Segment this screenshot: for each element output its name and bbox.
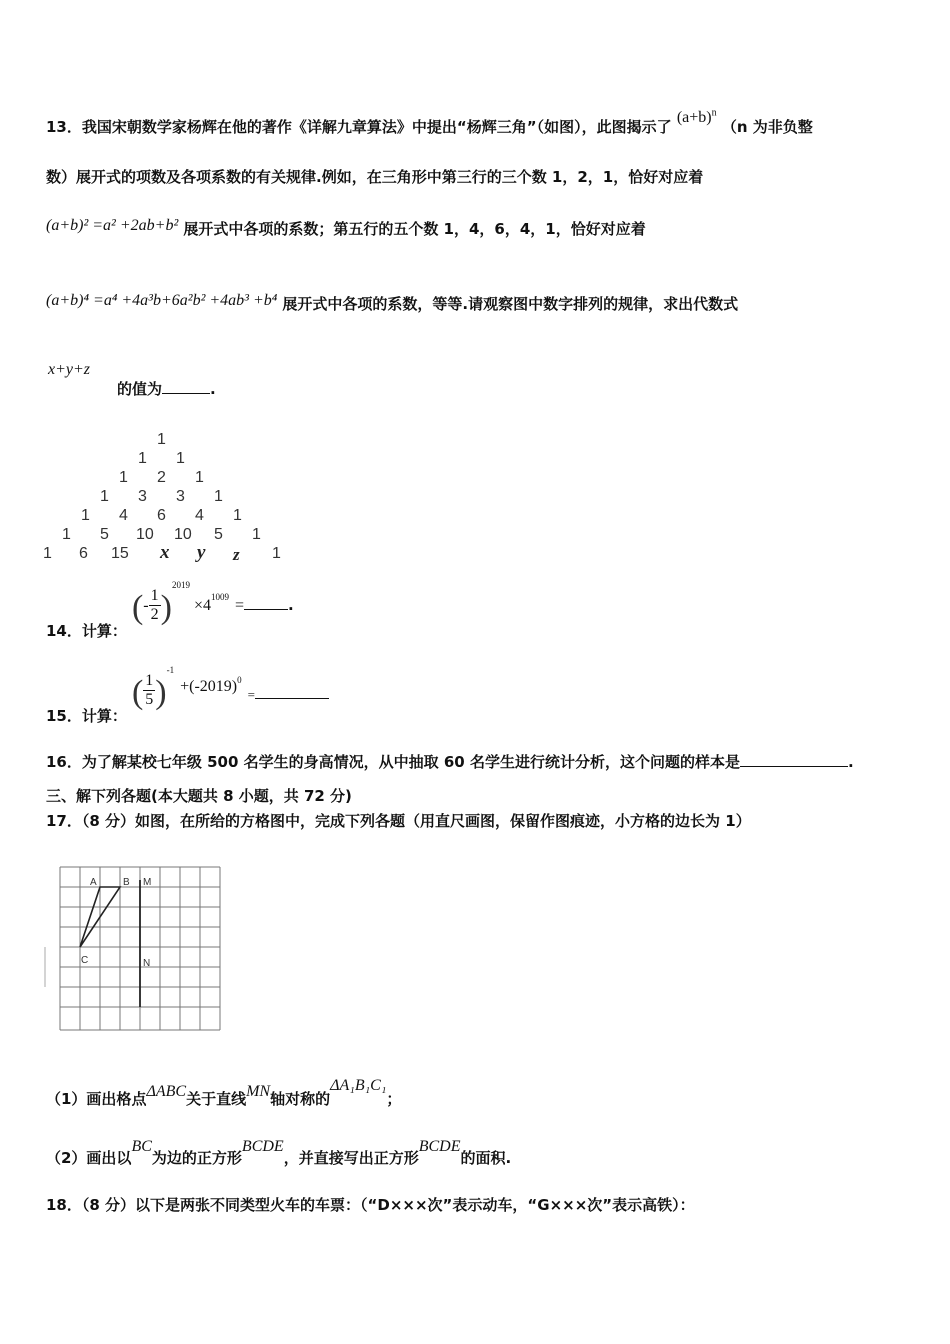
tri-r4-3: 3 [176,488,185,505]
q16 [46,751,854,772]
q17-p1-mid: 关于直线 [186,1090,247,1108]
label-n: N [143,958,151,969]
q14-den: 2 [150,606,159,623]
q17-p1-line: MN [246,1083,271,1100]
q15-den: 5 [145,691,154,708]
q17-p2-mid: 为边的正方形 [151,1149,242,1167]
tri-r5-3: 6 [157,507,166,524]
q13-answer-blank[interactable] [162,393,210,394]
q13-expr: x+y+z [48,361,91,378]
label-a: A [90,877,97,888]
tri-r5-1: 1 [81,507,90,524]
q17-p2-sq2: BCDE [418,1138,461,1155]
q13-line1-suffix: （n 为非负整 [721,118,813,136]
q16-text: 16．为了解某校七年级 500 名学生的身高情况，从中抽取 60 名学生进行统计分析，这个问题的样本是 [46,753,740,771]
q17-p2-mid2: ，并直接写出正方形 [283,1149,419,1167]
q14-answer-blank[interactable] [244,609,288,610]
q14 [46,580,294,640]
q15-plus: +(-2019) [180,678,238,695]
q13-line1-prefix: 13．我国宋朝数学家杨辉在他的著作《详解九章算法》中提出“杨辉三角”（如图），此图揭示了 [46,118,672,136]
q13-eq2: (a+b)⁴ =a⁴ +4a³b+6a²b² +4ab³ +b⁴ [46,292,278,309]
tri-r7-2: 6 [79,545,88,562]
q13-line4-suffix: 展开式中各项的系数，等等.请观察图中数字排列的规律，求出代数式 [282,295,739,313]
q17-p1-end: ； [386,1090,402,1108]
q17-p1-mid2: 轴对称的 [270,1090,331,1108]
tri-var-x: x [160,542,170,563]
tri-r5-5: 1 [233,507,242,524]
q15-fraction [143,672,155,709]
label-b: B [123,877,130,888]
label-m: M [143,877,152,888]
q13-binom-exp: n [711,107,717,119]
q14-exp2: 1009 [210,592,229,602]
q18-text: 18．（8 分）以下是两张不同类型火车的车票：（“D×××次”表示动车，“G×××次”表示高铁）： [46,1196,695,1214]
tri-r6-2: 5 [100,526,109,543]
tri-r3-2: 2 [157,469,166,486]
q13-line1 [46,107,813,137]
q17-part2 [46,1138,512,1168]
q15-num: 1 [145,672,154,689]
q15-label: 15．计算： [46,707,127,725]
q13-line5-text: 的值为 [117,380,163,398]
q15-answer-blank[interactable] [255,698,329,699]
tri-r5-2: 4 [119,507,128,524]
tri-r3-3: 1 [195,469,204,486]
tri-r7-7: 1 [272,545,281,562]
q17-p2-prefix: （2）画出以 [46,1149,132,1167]
q17-p1-prefix: （1）画出格点 [46,1090,147,1108]
tri-r5-4: 4 [195,507,204,524]
q17-p2-bc: BC [131,1138,152,1155]
q14-fraction [149,587,161,624]
label-c: C [81,955,89,966]
tri-r6-4: 10 [174,526,192,543]
tri-var-y: y [197,542,206,563]
q13-line5 [117,378,216,399]
q17-p2-end: 的面积. [460,1149,512,1167]
tri-r7-1: 1 [43,545,52,562]
tri-r2-1: 1 [138,450,147,467]
q17-part1 [46,1077,402,1109]
q14-eq: = [234,597,245,614]
q13-eq1: (a+b)² =a² +2ab+b² [46,217,179,234]
q13-line3 [46,218,646,239]
q15 [46,665,329,725]
q14-expression: (- $\frac{1}{2}$ )$^{2019}\times 4^{1009}$ = . [131,580,294,626]
q14-sign: - [143,597,149,614]
q14-times: ×4 [193,597,211,614]
q14-exp1: 2019 [171,580,190,590]
q17-p1-tri2: ΔA₁B₁C₁ [330,1077,387,1094]
tri-var-z: z [233,545,240,564]
q13-binom-base: (a+b) [676,109,712,126]
q17-grid-figure [42,862,232,1037]
tri-r6-1: 1 [62,526,71,543]
q17-text: 17．（8 分）如图，在所给的方格图中，完成下列各题（用直尺画图，保留作图痕迹，小方格的边长为 1） [46,812,751,830]
q17-p1-tri: ΔABC [146,1083,187,1100]
section3-title: 三、解下列各题(本大题共 8 小题，共 72 分) [46,787,352,805]
q15-eq: = [247,687,255,702]
tri-r4-1: 1 [100,488,109,505]
tri-r2-2: 1 [176,450,185,467]
tri-r7-3: 15 [111,545,129,562]
q13-line4 [46,293,738,314]
q13-line5-end: . [210,380,216,398]
q13-line3-suffix: 展开式中各项的系数；第五行的五个数 1，4，6，4，1，恰好对应着 [183,220,646,238]
q14-end: . [288,596,294,614]
tri-r3-1: 1 [119,469,128,486]
tri-r6-3: 10 [136,526,154,543]
q16-answer-blank[interactable] [740,766,848,767]
q15-expression: ( $\frac{1}{5}$ )$^{-1}+(-2019)^{0=}$ [132,674,329,717]
tri-r4-2: 3 [138,488,147,505]
q14-num: 1 [150,587,159,604]
tri-r6-6: 1 [252,526,261,543]
tri-r1-1: 1 [157,431,166,448]
tri-r6-5: 5 [214,526,223,543]
q17-p2-sq: BCDE [241,1138,284,1155]
q15-exp2: 0 [237,675,242,685]
q13-line2: 数）展开式的项数及各项系数的有关规律.例如，在三角形中第三行的三个数 1，2，1，恰好对应着 [46,168,704,186]
tri-r4-4: 1 [214,488,223,505]
q14-label: 14．计算： [46,622,127,640]
q13-binom [677,109,717,126]
q15-exp1: -1 [166,665,175,675]
q16-end: . [847,753,854,771]
